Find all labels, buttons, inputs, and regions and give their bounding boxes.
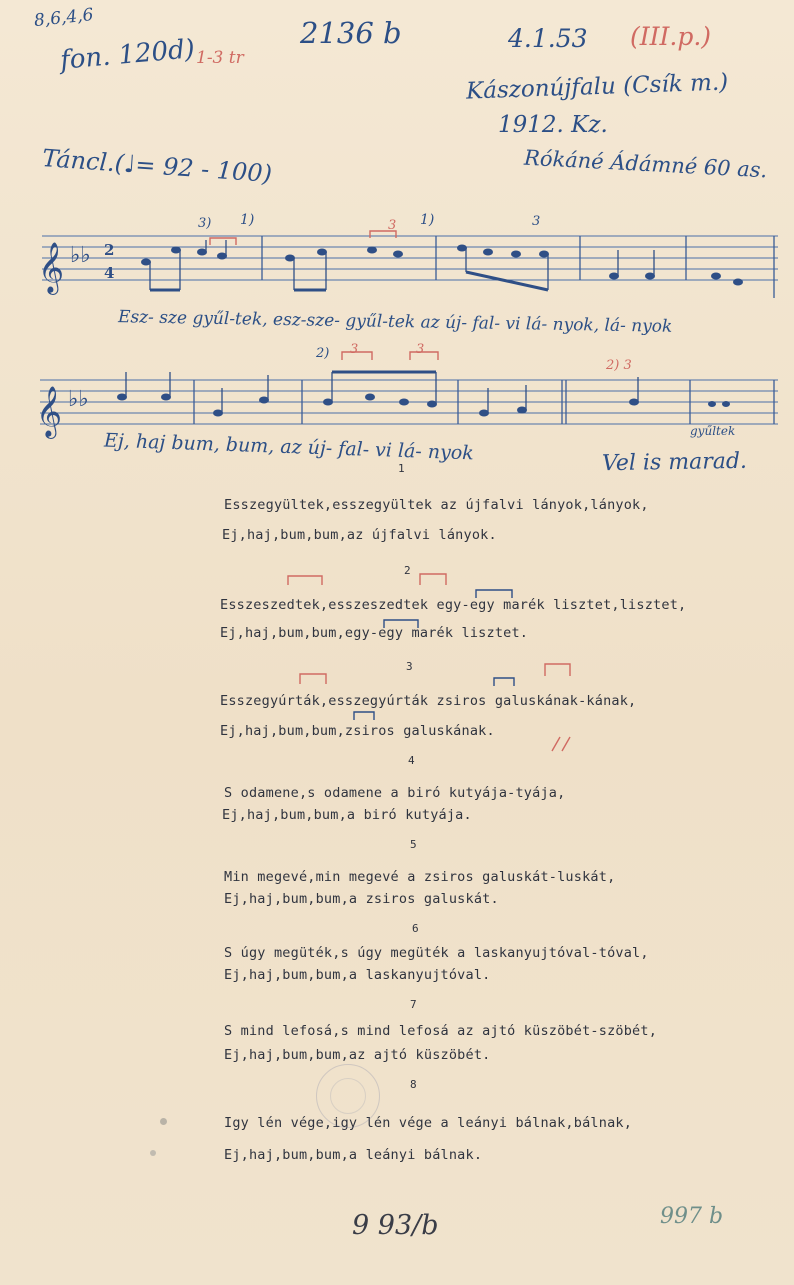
ending-text: Vel is marad.	[601, 448, 748, 477]
year-collector: 1912. Kz.	[498, 112, 608, 138]
staff-1-notes	[141, 236, 774, 298]
treble-clef-2: 𝄞	[36, 386, 63, 437]
staff-1-mark-5: 3	[532, 214, 541, 229]
verse-1-line-1: Esszegyültek,esszegyültek az újfalvi lányok,lányok,	[224, 497, 649, 513]
staff-1-lines	[42, 236, 778, 280]
collection-code: 4.1.53	[508, 24, 588, 53]
verse-number-2: 2	[404, 564, 411, 577]
verse-3-line-2: Ej,haj,bum,bum,zsiros galuskának.	[220, 723, 495, 739]
staff-2-mark-2: 3	[350, 342, 359, 357]
location: Kászonújfalu (Csík m.)	[465, 69, 729, 105]
verse-6-line-2: Ej,haj,bum,bum,a laskanyujtóval.	[224, 967, 491, 983]
verse-8-line-1: Igy lén vége,igy lén vége a leányi bálnak,bálnak,	[224, 1115, 633, 1131]
staff-1-mark-4: 1)	[420, 212, 435, 228]
verse-2-line-1: Esszeszedtek,esszeszedtek egy-egy marék lisztet,lisztet,	[220, 597, 687, 613]
part-label: (III.p.)	[630, 22, 712, 51]
verse-6-line-1: S úgy megüték,s úgy megüték a laskanyujtóval-tóval,	[224, 945, 649, 961]
verse-7-line-2: Ej,haj,bum,bum,az ajtó küszöbét.	[224, 1047, 491, 1063]
verse-4-line-1: S odamene,s odamene a biró kutyája-tyája,	[224, 785, 566, 801]
verse-3-line-1: Esszegyúrták,esszegyúrták zsiros galuskának-kának,	[220, 693, 637, 709]
staff-2-mark-1: 2)	[316, 346, 330, 361]
verse-5-line-1: Min megevé,min megevé a zsiros galuskát-luskát,	[224, 869, 616, 885]
staff-2-mark-3: 3	[416, 342, 425, 357]
tempo-marking: Táncl.(♩= 92 - 100)	[41, 144, 273, 188]
staff-1-mark-1: 3)	[198, 216, 212, 231]
treble-clef-1: 𝄞	[38, 242, 65, 293]
staff-1-mark-3: 3	[388, 218, 397, 233]
library-stamp-inner	[330, 1078, 366, 1114]
verse-2-line-2: Ej,haj,bum,bum,egy-egy marék lisztet.	[220, 625, 529, 641]
verse-number-1: 1	[398, 462, 405, 475]
ink-dot	[160, 1118, 167, 1125]
ink-dot	[150, 1150, 156, 1156]
svg-text:2: 2	[104, 241, 115, 259]
verse-number-4: 4	[408, 754, 415, 767]
staff-2-lyrics: Ej, haj bum, bum, az új- fal- vi lá- nyok	[103, 429, 475, 465]
verse-8-line-2: Ej,haj,bum,bum,a leányi bálnak.	[224, 1147, 483, 1163]
verse-number-3: 3	[406, 660, 413, 673]
performer: Rókáné Ádámné 60 as.	[523, 145, 768, 183]
fon-reference: fon. 120d)	[58, 34, 197, 76]
verse-number-6: 6	[412, 922, 419, 935]
verse-number-7: 7	[410, 998, 417, 1011]
svg-text:♭♭: ♭♭	[70, 243, 91, 268]
verse-1-line-2: Ej,haj,bum,bum,az újfalvi lányok.	[222, 527, 497, 543]
catalog-number: 2136 b	[300, 16, 402, 50]
verse-7-line-1: S mind lefosá,s mind lefosá az ajtó küszöbét-szöbét,	[224, 1023, 658, 1039]
bottom-number: 9 93/b	[352, 1210, 439, 1241]
staff-1-mark-2: 1)	[240, 212, 255, 228]
ending-note: gyűltek	[690, 424, 736, 438]
verse-number-8: 8	[410, 1078, 417, 1091]
svg-text:4: 4	[104, 264, 115, 282]
fon-range: 1-3 tr	[196, 48, 244, 68]
verse-4-line-2: Ej,haj,bum,bum,a biró kutyája.	[222, 807, 472, 823]
verse-number-5: 5	[410, 838, 417, 851]
staff-2-mark-4: 2) 3	[606, 358, 632, 373]
staff-1-lyrics: Esz- sze gyűl-tek, esz-sze- gyűl-tek az új- fal- vi lá- nyok, lá- nyok	[117, 307, 673, 337]
svg-text:♭♭: ♭♭	[68, 387, 89, 412]
verse-5-line-2: Ej,haj,bum,bum,a zsiros galuskát.	[224, 891, 499, 907]
top-left-numbers: 8,6,4,6	[33, 4, 95, 32]
bottom-right-number: 997 b	[660, 1204, 724, 1229]
